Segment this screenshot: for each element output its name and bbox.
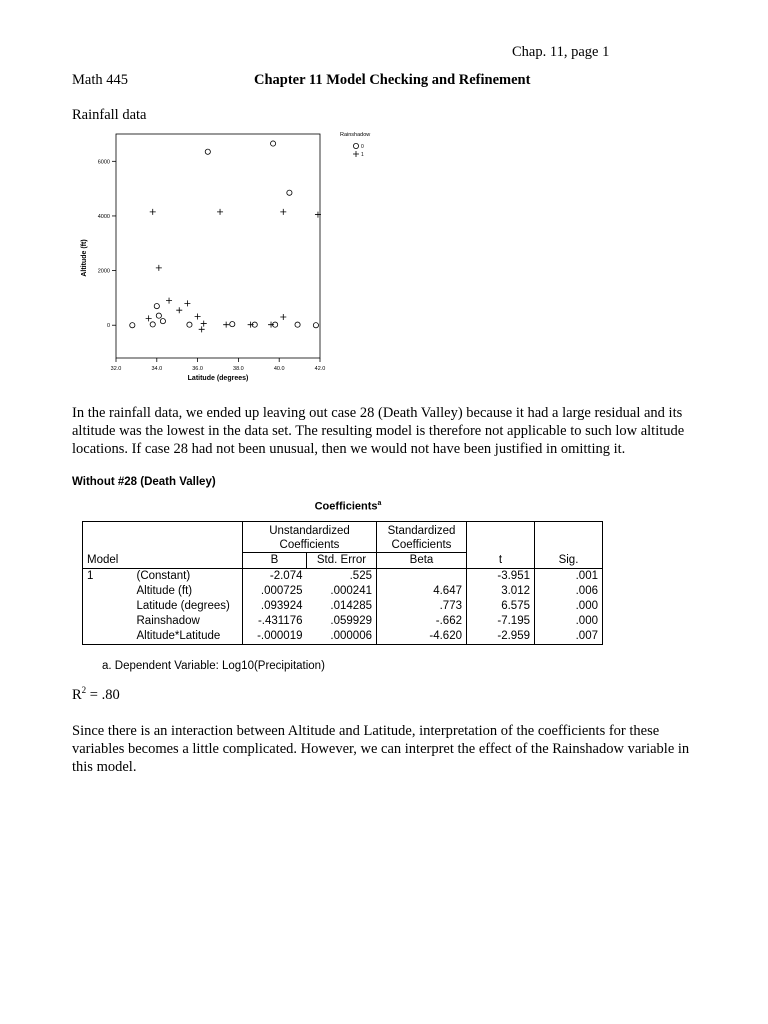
cell-b: .093924 [243, 599, 307, 614]
point-circle [150, 322, 155, 327]
point-circle [287, 190, 292, 195]
point-plus [280, 209, 286, 215]
cell-blank [83, 584, 133, 599]
coefficients-table [82, 521, 603, 645]
point-circle [313, 323, 318, 328]
cell-blank [83, 614, 133, 629]
cell-sig: .007 [535, 629, 603, 645]
cell-beta: 4.647 [377, 584, 467, 599]
cell-beta: .773 [377, 599, 467, 614]
chapter-title: Chapter 11 Model Checking and Refinement [254, 72, 531, 88]
coefficients-table-wrap [82, 521, 603, 645]
point-circle [154, 303, 159, 308]
point-circle [230, 322, 235, 327]
coefficients-title [280, 500, 416, 513]
model-number: 1 [83, 569, 133, 585]
cell-std-error: .014285 [307, 599, 377, 614]
r-squared [72, 685, 120, 704]
cell-t: -3.951 [467, 569, 535, 585]
header-b: B [243, 553, 307, 569]
legend-title: Rainshadow [340, 132, 371, 138]
cell-sig: .000 [535, 614, 603, 629]
header-std-error: Std. Error [307, 553, 377, 569]
x-tick-label: 42.0 [314, 366, 326, 372]
page-number: Chap. 11, page 1 [512, 44, 610, 60]
section-title: Rainfall data [72, 107, 147, 123]
x-tick-label: 34.0 [151, 366, 163, 372]
course-code: Math 445 [72, 72, 128, 88]
plot-frame [116, 134, 320, 358]
cell-beta: -4.620 [377, 629, 467, 645]
r-squared-prefix: R [72, 686, 82, 703]
x-tick-label: 40.0 [273, 366, 285, 372]
x-tick-label: 36.0 [192, 366, 203, 372]
plot-marks [130, 141, 321, 332]
y-tick-label: 4000 [97, 213, 110, 220]
header-standardized: Standardized Coefficients [377, 522, 467, 553]
y-tick-label: 6000 [97, 159, 110, 166]
cell-b: -2.074 [243, 569, 307, 585]
point-plus [199, 326, 205, 332]
point-plus [217, 209, 223, 215]
coefficients-title-text: Coefficients [314, 500, 378, 513]
cell-b: .000725 [243, 584, 307, 599]
row-label: Rainshadow [136, 615, 200, 627]
cell-b: -.431176 [243, 614, 307, 629]
cell-std-error: .059929 [307, 614, 377, 629]
table-header-row-2 [83, 553, 603, 569]
header-beta: Beta [377, 553, 467, 569]
point-plus [280, 314, 286, 320]
r-squared-value: = .80 [86, 686, 120, 703]
cell-sig: .006 [535, 584, 603, 599]
table-row [83, 629, 603, 645]
header-t: t [467, 553, 535, 569]
cell-std-error: .000241 [307, 584, 377, 599]
table-row [83, 599, 603, 614]
header-model: Model [83, 553, 243, 569]
point-plus [166, 298, 172, 304]
plot-axes [81, 134, 325, 382]
paragraph-death-valley: In the rainfall data, we ended up leaving out case 28 (Death Valley) because it had a large residual and its altitude was the lowest in the data set. The resulting model is therefore not applicable to such low altitude locations. If case 28 had not been unusual, then we would not have been justified in omitting it. [72, 405, 685, 457]
cell-blank [83, 629, 133, 645]
row-label: Altitude*Latitude [133, 629, 243, 645]
header-blank [535, 522, 603, 553]
point-plus [184, 300, 190, 306]
header-blank [133, 522, 243, 553]
point-plus [176, 307, 182, 313]
coefficients-body [83, 569, 603, 645]
point-plus [201, 321, 207, 327]
legend-label-1: 1 [361, 152, 364, 158]
row-label: (Constant) [136, 570, 191, 582]
point-circle [295, 322, 300, 327]
legend-label-0: 0 [361, 144, 364, 150]
cell-std-error: .000006 [307, 629, 377, 645]
row-label: Altitude (ft) [136, 585, 193, 597]
plot-legend [340, 132, 370, 158]
y-tick-label: 2000 [97, 268, 110, 275]
cell-t: 6.575 [467, 599, 535, 614]
cell-blank [83, 599, 133, 614]
x-axis-label: Latitude (degrees) [187, 375, 249, 382]
point-plus [146, 315, 152, 321]
table-heading: Without #28 (Death Valley) [72, 476, 216, 488]
point-plus [195, 313, 201, 319]
cell-t: 3.012 [467, 584, 535, 599]
header-blank [467, 522, 535, 553]
table-footnote: a. Dependent Variable: Log10(Precipitation) [102, 660, 325, 672]
point-plus [156, 265, 162, 271]
x-tick-label: 32.0 [110, 366, 122, 372]
legend-marker-plus [353, 151, 359, 157]
cell-sig: .001 [535, 569, 603, 585]
cell-t: -7.195 [467, 614, 535, 629]
legend-marker-circle [353, 143, 358, 148]
r-squared-sup: 2 [81, 685, 87, 695]
point-circle [130, 323, 135, 328]
point-circle [270, 141, 275, 146]
y-tick-label: 0 [106, 323, 110, 330]
point-circle [205, 149, 210, 154]
point-plus [223, 322, 229, 328]
cell-beta [377, 569, 467, 585]
scatter-plot [76, 126, 396, 384]
header-sig: Sig. [535, 553, 603, 569]
coefficients-title-sup: a [377, 500, 382, 507]
x-tick-label: 38.0 [233, 366, 244, 372]
table-row [83, 614, 603, 629]
cell-std-error: .525 [307, 569, 377, 585]
header-blank [83, 522, 133, 553]
table-header-row-1 [83, 522, 603, 553]
cell-b: -.000019 [243, 629, 307, 645]
row-label: Latitude (degrees) [136, 600, 230, 612]
cell-beta: -.662 [377, 614, 467, 629]
point-circle [156, 313, 161, 318]
cell-t: -2.959 [467, 629, 535, 645]
point-circle [187, 322, 192, 327]
point-circle [160, 319, 165, 324]
table-row [83, 569, 603, 585]
header-unstandardized: Unstandardized Coefficients [243, 522, 377, 553]
paragraph-interaction: Since there is an interaction between Altitude and Latitude, interpretation of the coefficients for these variables becomes a little complicated. However, we can interpret the effect of the Rainshadow variable in this model. [72, 723, 690, 775]
y-axis-label: Altitude (ft) [81, 239, 88, 277]
point-plus [150, 209, 156, 215]
cell-sig: .000 [535, 599, 603, 614]
table-row [83, 584, 603, 599]
